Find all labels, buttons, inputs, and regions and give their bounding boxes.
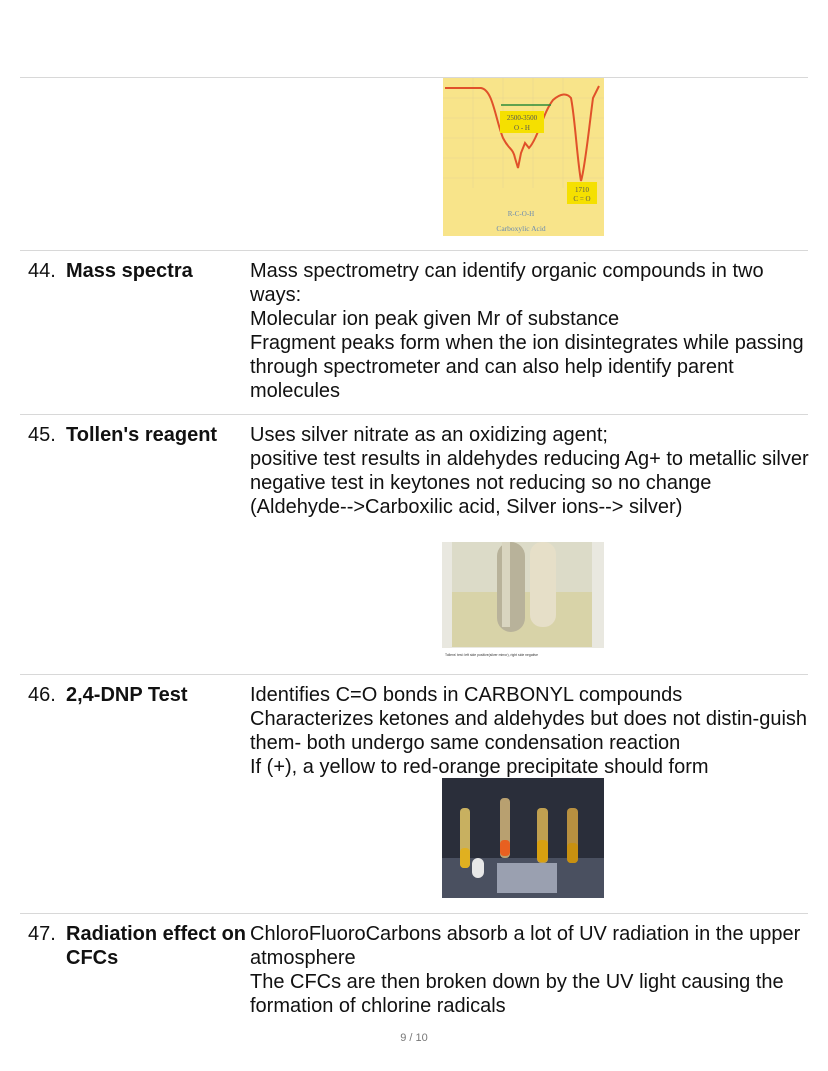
ir-range-label: 2500-3500	[506, 114, 538, 122]
divider	[20, 674, 808, 675]
definition-line: Molecular ion peak given Mr of substance	[250, 308, 620, 330]
card-term: Radiation effect on CFCs	[66, 923, 247, 969]
ir-range-bond: O - H	[514, 124, 530, 132]
ir-structure: R-C-O-H	[507, 210, 535, 218]
definition-line: Characterizes ketones and aldehydes but does not distin-guish them- both undergo same condensation reaction	[250, 708, 808, 754]
card-definition	[250, 922, 810, 1018]
card-number: 45.	[28, 424, 56, 446]
divider	[20, 414, 808, 415]
definition-line: (Aldehyde-->Carboxilic acid, Silver ions--> silver)	[250, 496, 683, 518]
definition-line: negative test in keytones not reducing so no change	[250, 472, 712, 494]
page-number: 9 / 10	[400, 1032, 428, 1044]
card-definition	[250, 423, 810, 519]
ir-spectrum-image	[443, 78, 604, 236]
tollens-image-caption: Tollens' test: left side positive(silver mirror), right side negative	[445, 653, 538, 657]
ir-peak-bond: C = O	[573, 195, 591, 203]
card-number: 47.	[28, 923, 56, 945]
definition-line: Mass spectrometry can identify organic compounds in two ways:	[250, 260, 764, 306]
definition-line: Fragment peaks form when the ion disintegrates while passing through spectrometer and can also help identify parent molecules	[250, 332, 804, 402]
dnp-test-image	[442, 778, 604, 898]
tollens-test-image	[442, 542, 604, 660]
definition-line: If (+), a yellow to red-orange precipitate should form	[250, 756, 709, 778]
definition-line: ChloroFluoroCarbons absorb a lot of UV radiation in the upper atmosphere	[250, 923, 801, 969]
ir-peak-label: 1710	[575, 186, 589, 194]
card-term: Mass spectra	[66, 260, 193, 282]
ir-caption: Carboxylic Acid	[496, 224, 546, 233]
divider	[20, 77, 808, 78]
definition-line: Identifies C=O bonds in CARBONYL compounds	[250, 684, 683, 706]
definition-line: positive test results in aldehydes reducing Ag+ to metallic silver	[250, 448, 809, 470]
divider	[20, 913, 808, 914]
divider	[20, 250, 808, 251]
definition-line: The CFCs are then broken down by the UV light causing the formation of chlorine radicals	[250, 971, 784, 1017]
card-term: 2,4-DNP Test	[66, 684, 188, 706]
card-definition	[250, 683, 810, 779]
definition-line: Uses silver nitrate as an oxidizing agent;	[250, 424, 608, 446]
card-number: 44.	[28, 260, 56, 282]
card-definition	[250, 259, 810, 403]
card-number: 46.	[28, 684, 56, 706]
card-term: Tollen's reagent	[66, 424, 218, 446]
